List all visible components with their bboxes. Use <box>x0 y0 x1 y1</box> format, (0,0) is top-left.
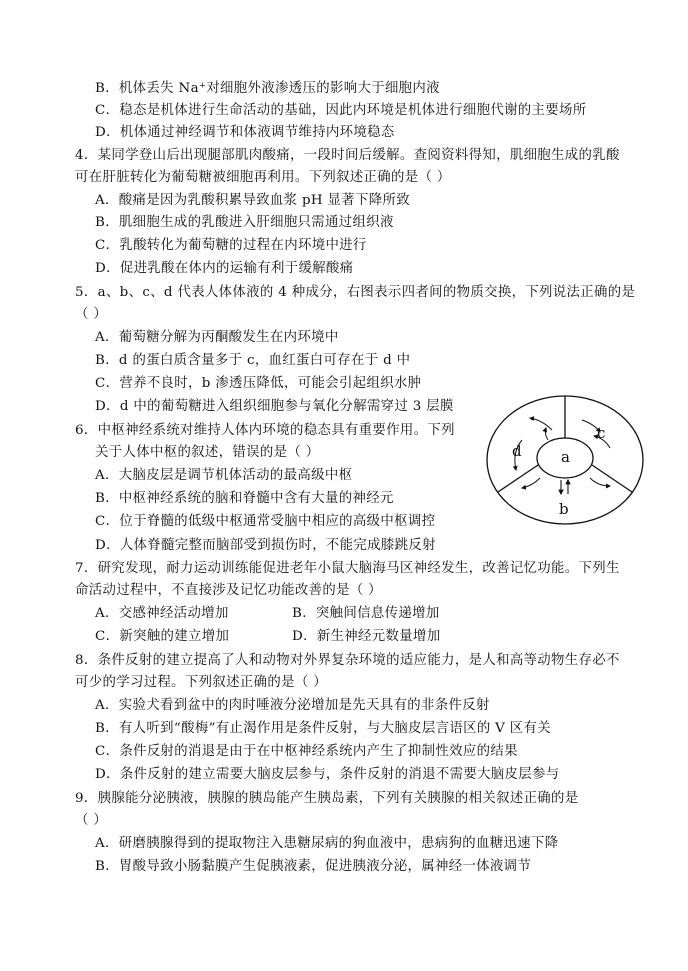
q7-option-c: C．新突触的建立增加 <box>95 629 230 644</box>
q8-option-c: C．条件反射的消退是由于在中枢神经系统内产生了抑制性效应的结果 <box>95 744 518 759</box>
q6-stem-line1: 6．中枢神经系统对维持人体内环境的稳态具有重要作用。下列 <box>75 423 455 438</box>
q4-option-d: D．促进乳酸在体内的运输有利于缓解酸痛 <box>95 261 354 276</box>
q3-option-c: C．稳态是机体进行生命活动的基础，因此内环境是机体进行细胞代谢的主要场所 <box>95 103 587 118</box>
divider-right <box>592 465 632 492</box>
q3-option-b: B．机体丢失 Na⁺对细胞外液渗透压的影响大于细胞内液 <box>95 81 440 96</box>
body-fluid-exchange-diagram <box>482 390 648 530</box>
arrow-a-up <box>545 428 548 440</box>
q4-option-c: C．乳酸转化为葡萄糖的过程在内环境中进行 <box>95 238 367 253</box>
q8-option-b: B．有人听到“酸梅”有止渴作用是条件反射，与大脑皮层言语区的 V 区有关 <box>95 721 552 736</box>
q6-option-d: D．人体脊髓完整而脑部受到损伤时，不能完成膝跳反射 <box>95 538 436 553</box>
q6-stem-line2: 关于人体中枢的叙述，错误的是（ ） <box>95 445 320 460</box>
arrow-c-bottom <box>590 478 610 486</box>
q6-option-b: B．中枢神经系统的脑和脊髓中含有大量的神经元 <box>95 491 394 506</box>
q5-option-c: C．营养不良时，b 渗透压降低，可能会引起组织水肿 <box>95 376 422 391</box>
q3-option-d: D．机体通过神经调节和体液调节维持内环境稳态 <box>95 125 395 140</box>
divider-left <box>498 465 538 492</box>
q6-option-a: A．大脑皮层是调节机体活动的最高级中枢 <box>95 468 353 483</box>
q7-stem-line2: 命活动过程中，不直接涉及记忆功能改善的是（ ） <box>75 583 382 598</box>
label-d: d <box>512 442 522 460</box>
q8-option-d: D．条件反射的建立需要大脑皮层参与，条件反射的消退不需要大脑皮层参与 <box>95 767 560 782</box>
q9-option-b: B．胃酸导致小肠黏膜产生促胰液素，促进胰液分泌，属神经一体液调节 <box>95 859 532 874</box>
label-c: c <box>597 424 606 442</box>
q7-option-b: B．突触间信息传递增加 <box>292 606 440 621</box>
label-b: b <box>559 500 569 518</box>
q5-option-b: B．d 的蛋白质含量多于 c，血红蛋白可存在于 d 中 <box>95 353 411 368</box>
q9-option-a: A．研磨胰腺得到的提取物注入患糖尿病的狗血液中，患病狗的血糖迅速下降 <box>95 836 559 851</box>
q7-option-d: D．新生神经元数量增加 <box>292 629 441 644</box>
q4-stem-line2: 可在肝脏转化为葡萄糖被细胞再利用。下列叙述正确的是（ ） <box>75 170 451 185</box>
q5-stem-line1: 5．a、b、c、d 代表人体体液的 4 种成分，右图表示四者间的物质交换，下列说法正确的是 <box>75 285 636 300</box>
q9-stem-line2: （ ） <box>75 813 108 828</box>
q6-option-c: C．位于脊髓的低级中枢通常受脑中相应的高级中枢调控 <box>95 514 436 529</box>
q9-stem-line1: 9．胰腺能分泌胰液，胰腺的胰岛能产生胰岛素，下列有关胰腺的相关叙述正确的是 <box>75 791 579 806</box>
q4-stem-line1: 4．某同学登山后出现腿部肌肉酸痛，一段时间后缓解。查阅资料得知，肌细胞生成的乳酸 <box>75 148 620 163</box>
arrow-a-to-d <box>530 418 552 430</box>
q5-option-a: A．葡萄糖分解为丙酮酸发生在内环境中 <box>95 330 339 345</box>
q8-stem-line1: 8．条件反射的建立提高了人和动物对外界复杂环境的适应能力，是人和高等动物生存必不 <box>75 653 620 668</box>
q4-option-a: A．酸痛是因为乳酸积累导致血浆 pH 显著下降所致 <box>95 193 410 208</box>
q7-option-a: A．交感神经活动增加 <box>95 606 229 621</box>
q7-stem-line1: 7．研究发现，耐力运动训练能促进老年小鼠大脑海马区神经发生，改善记忆功能。下列生 <box>75 561 620 576</box>
q5-stem-line2: （ ） <box>75 307 108 322</box>
q4-option-b: B．肌细胞生成的乳酸进入肝细胞只需通过组织液 <box>95 215 394 230</box>
q5-option-d: D．d 中的葡萄糖进入组织细胞参与氧化分解需穿过 3 层膜 <box>95 399 454 414</box>
q8-stem-line2: 可少的学习过程。下列叙述正确的是（ ） <box>75 675 327 690</box>
arrow-d-bottom <box>522 478 540 488</box>
label-a: a <box>561 448 570 466</box>
q8-option-a: A．实验犬看到盆中的肉时唾液分泌增加是先天具有的非条件反射 <box>95 698 490 713</box>
